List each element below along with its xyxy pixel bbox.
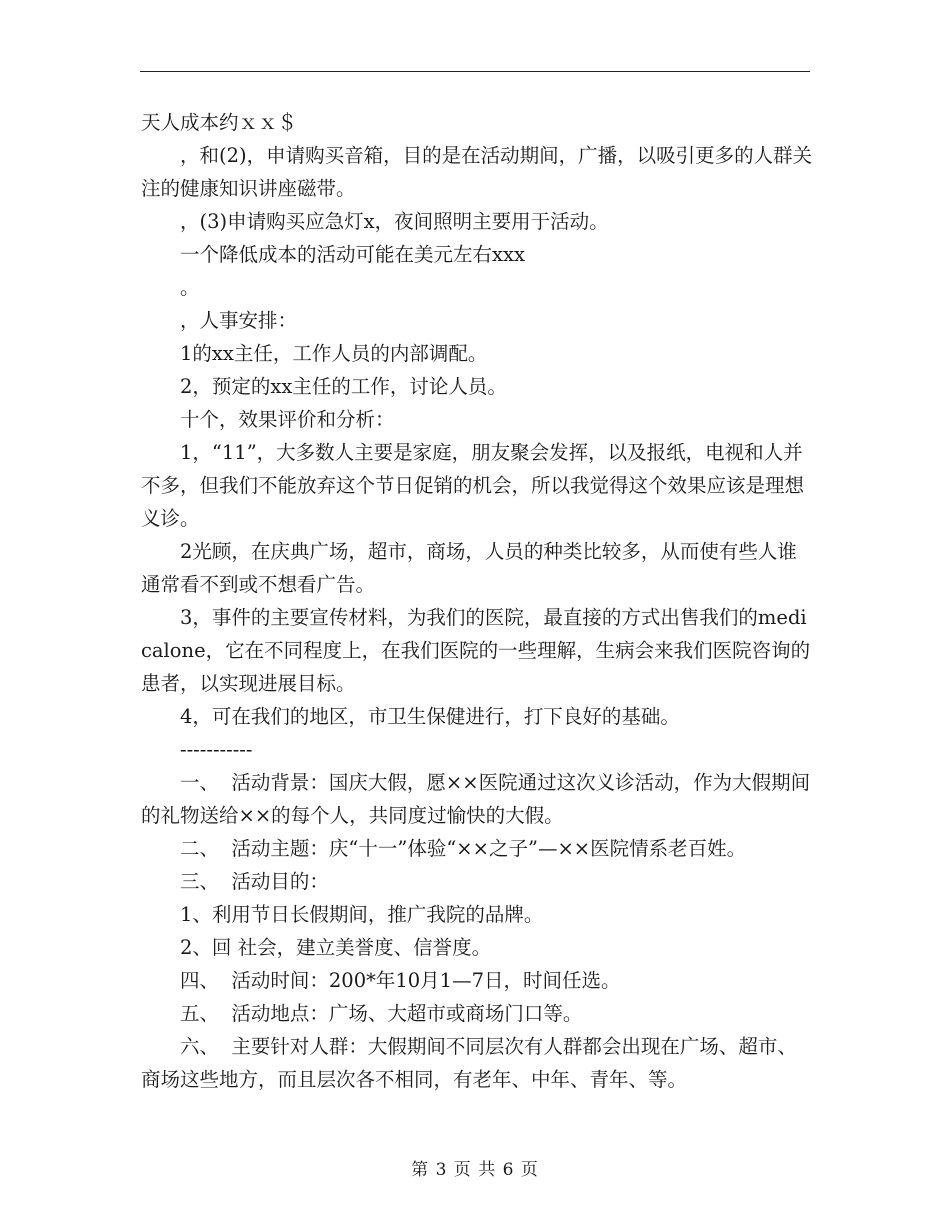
paragraph: 一个降低成本的活动可能在美元左右xxx: [180, 243, 525, 266]
section-heading: 四、 活动时间：200*年10月1—7日，时间任选。: [180, 969, 621, 992]
paragraph: 3，事件的主要宣传材料，为我们的医院，最直接的方式出售我们的medicalone，它在不同程度上，在我们医院的一些理解，生病会来我们医院咨询的患者，以实现进展目标。: [141, 606, 811, 695]
paragraph: 天人成本约ｘｘ＄: [141, 111, 298, 134]
section-heading: 二、 活动主题：庆“十一”体验“××之子”—××医院情系老百姓。: [180, 837, 747, 860]
paragraph: 2，预定的xx主任的工作，讨论人员。: [180, 375, 507, 398]
section-heading: 三、 活动目的：: [180, 870, 329, 893]
paragraph: 2光顾，在庆典广场，超市，商场，人员的种类比较多，从而使有些人谁通常看不到或不想看广告。: [141, 540, 797, 596]
page-number-label: 第 3 页 共 6 页: [411, 1160, 539, 1180]
paragraph: 。: [180, 276, 200, 299]
document-body: [141, 106, 813, 1096]
section-heading: 六、 主要针对人群：大假期间不同层次有人群都会出现在广场、超市、商场这些地方，而且层次各不相同，有老年、中年、青年、等。: [141, 1035, 797, 1091]
section-heading: ，人事安排：: [180, 309, 298, 332]
paragraph: 1，“11”，大多数人主要是家庭，朋友聚会发挥，以及报纸，电视和人并不多，但我们不能放弃这个节日促销的机会，所以我觉得这个效果应该是理想义诊。: [141, 441, 805, 530]
separator-line: -----------: [180, 738, 253, 761]
paragraph: 2、回 社会，建立美誉度、信誉度。: [180, 936, 492, 959]
section-heading: 五、 活动地点：广场、大超市或商场门口等。: [180, 1002, 583, 1025]
page-footer: [0, 1155, 950, 1180]
paragraph: ，和(2)，申请购买音箱，目的是在活动期间，广播，以吸引更多的人群关注的健康知识讲座磁带。: [141, 144, 813, 200]
paragraph: 4，可在我们的地区，市卫生保健进行，打下良好的基础。: [180, 705, 680, 728]
paragraph: ，(3)申请购买应急灯x，夜间照明主要用于活动。: [180, 210, 609, 233]
paragraph: 1、利用节日长假期间，推广我院的品牌。: [180, 903, 544, 926]
paragraph: 1的xx主任，工作人员的内部调配。: [180, 342, 488, 365]
section-heading: 一、 活动背景：国庆大假，愿××医院通过这次义诊活动，作为大假期间的礼物送给××的每个人，共同度过愉快的大假。: [141, 771, 811, 827]
section-heading: 十个，效果评价和分析：: [180, 408, 395, 431]
header-rule: [140, 71, 810, 72]
